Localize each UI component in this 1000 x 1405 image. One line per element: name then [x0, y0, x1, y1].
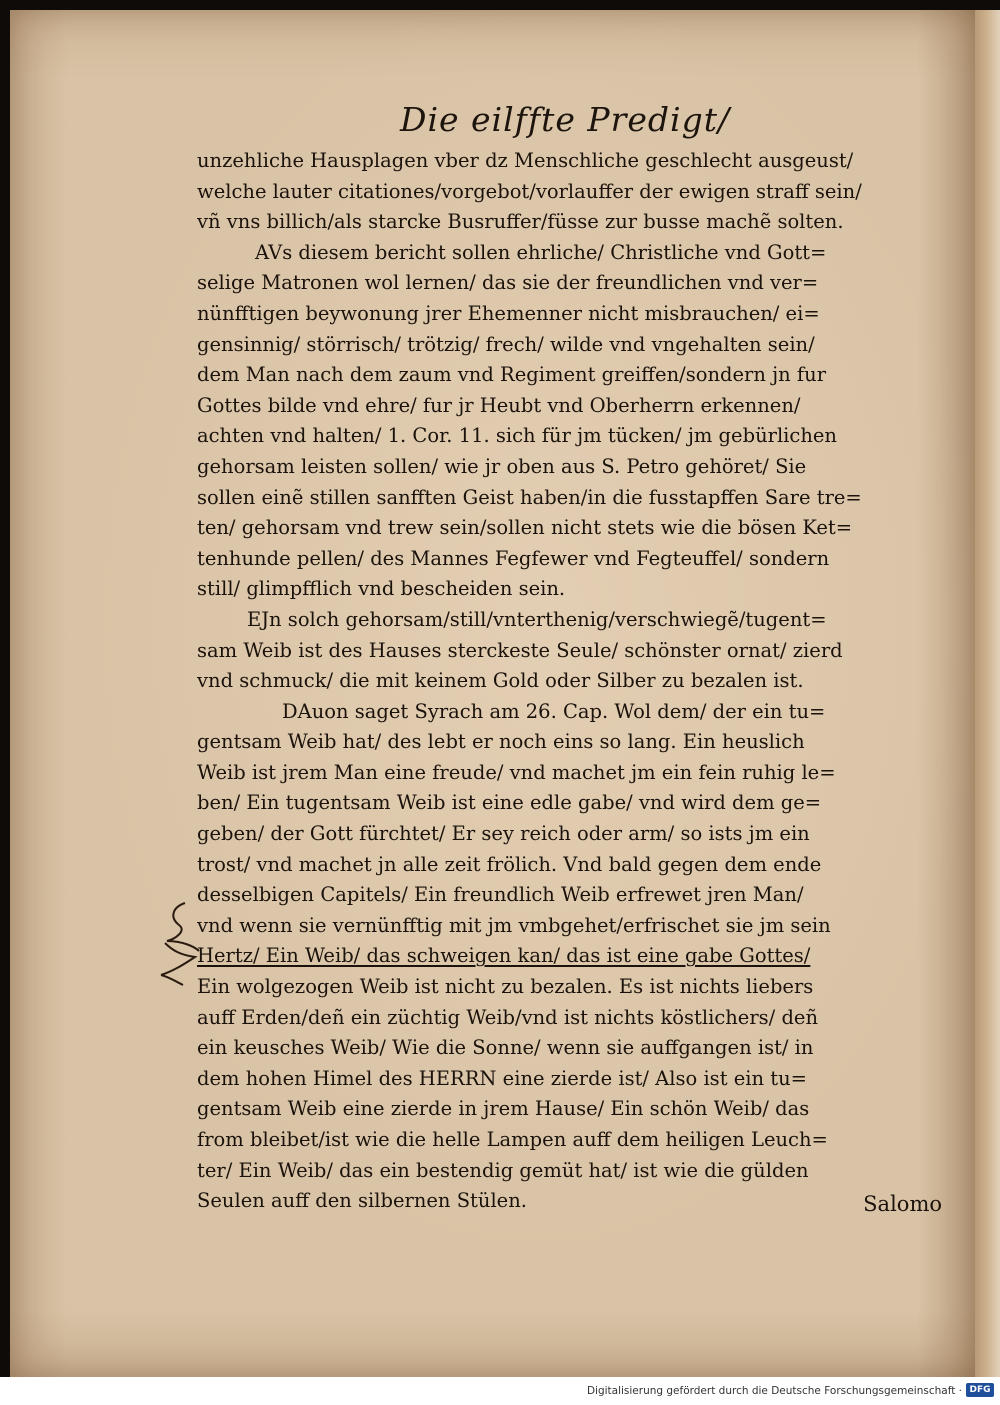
running-head: Die eilffte Predigt/	[400, 100, 731, 139]
text-line: ein keusches Weib/ Wie die Sonne/ wenn sie auffgangen ist/ in	[197, 1036, 814, 1060]
text-line: sollen einẽ stillen sanfften Geist haben/in die fusstapffen Sare tre=	[197, 485, 862, 509]
footer	[0, 1377, 1000, 1405]
text-line: still/ glimpfflich vnd bescheiden sein.	[197, 577, 566, 601]
text-line: sam Weib ist des Hauses sterckeste Seule/ schönster ornat/ zierd	[197, 638, 843, 662]
text-line: nünfftigen beywonung jrer Ehemenner nicht misbrauchen/ ei=	[197, 301, 820, 325]
body-text	[197, 146, 955, 1217]
text-line: dem Man nach dem zaum vnd Regiment greiffen/sondern jn fur	[197, 363, 827, 387]
text-line: ben/ Ein tugentsam Weib ist eine edle gabe/ vnd wird dem ge=	[197, 791, 822, 815]
text-line: geben/ der Gott fürchtet/ Er sey reich oder arm/ so ists jm ein	[197, 822, 810, 846]
text-line: ten/ gehorsam vnd trew sein/sollen nicht stets wie die bösen Ket=	[197, 516, 853, 540]
text-line: tenhunde pellen/ des Mannes Fegfewer vnd Fegteuffel/ sondern	[197, 546, 830, 570]
text-line: ter/ Ein Weib/ das ein bestendig gemüt hat/ ist wie die gülden	[197, 1158, 809, 1182]
text-line: welche lauter citationes/vorgebot/vorlauffer der ewigen straff sein/	[197, 179, 862, 203]
text-line: auff Erden/deñ ein züchtig Weib/vnd ist nichts köstlichers/ deñ	[197, 1005, 819, 1029]
text-line: Weib ist jrem Man eine freude/ vnd machet jm ein fein ruhig le=	[197, 760, 836, 784]
page-edge	[975, 10, 1000, 1377]
text-line: Ein wolgezogen Weib ist nicht zu bezalen. Es ist nichts liebers	[197, 975, 814, 999]
text-line: Gottes bilde vnd ehre/ fur jr Heubt vnd Oberherrn erkennen/	[197, 393, 801, 417]
text-line: Hertz/ Ein Weib/ das schweigen kan/ das ist eine gabe Gottes/	[197, 944, 811, 968]
text-line: unzehliche Hausplagen vber dz Menschliche geschlecht ausgeust/	[197, 149, 854, 172]
text-line: achten vnd halten/ 1. Cor. 11. sich für jm tücken/ jm gebürlichen	[197, 424, 837, 448]
funding-credit: Digitalisierung gefördert durch die Deutsche Forschungsgemeinschaft ·	[586, 1385, 962, 1397]
catchword: Salomo	[863, 1192, 942, 1216]
text-line: dem hohen Himel des HERRN eine zierde ist/ Also ist ein tu=	[197, 1066, 807, 1090]
dfg-logo: DFG	[966, 1383, 994, 1397]
text-line: selige Matronen wol lernen/ das sie der freundlichen vnd ver=	[197, 271, 819, 295]
text-line: vñ vns billich/als starcke Busruffer/füsse zur busse machẽ solten.	[197, 210, 844, 234]
text-line: gentsam Weib hat/ des lebt er noch eins so lang. Ein heuslich	[197, 730, 805, 754]
text-line: DAuon saget Syrach am 26. Cap. Wol dem/ der ein tu=	[282, 699, 826, 723]
text-line: from bleibet/ist wie die helle Lampen auff dem heiligen Leuch=	[197, 1128, 828, 1151]
text-line: vnd schmuck/ die mit keinem Gold oder Silber zu bezalen ist.	[197, 669, 804, 693]
text-line: gehorsam leisten sollen/ wie jr oben aus S. Petro gehöret/ Sie	[197, 454, 807, 478]
text-line: AVs diesem bericht sollen ehrliche/ Christliche vnd Gott=	[255, 240, 827, 264]
text-line: vnd wenn sie vernünfftig mit jm vmbgehet/erfrischet sie jm sein	[197, 913, 831, 937]
text-line: gensinnig/ störrisch/ trötzig/ frech/ wilde vnd vngehalten sein/	[197, 332, 815, 356]
marginal-annotation-mark	[155, 895, 210, 990]
text-line: Seulen auff den silbernen Stülen.	[197, 1189, 527, 1213]
text-line: gentsam Weib eine zierde in jrem Hause/ Ein schön Weib/ das	[197, 1097, 810, 1121]
text-line: desselbigen Capitels/ Ein freundlich Weib erfrewet jren Man/	[197, 883, 804, 907]
text-line: trost/ vnd machet jn alle zeit frölich. Vnd bald gegen dem ende	[197, 852, 822, 876]
text-line: EJn solch gehorsam/still/vnterthenig/verschwiegẽ/tugent=	[247, 607, 827, 631]
